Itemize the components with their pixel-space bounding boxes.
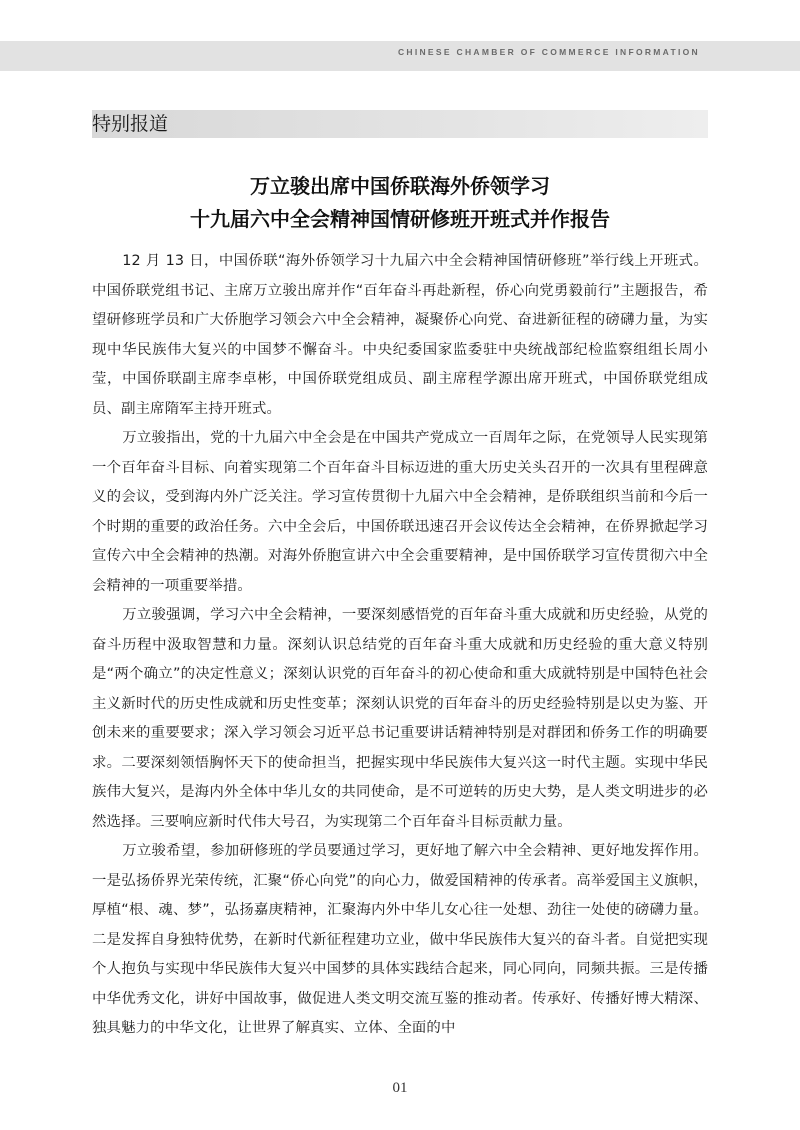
section-label: 特别报道: [92, 113, 169, 135]
article-title-line-2: 十九届六中全会精神国情研修班开班式并作报告: [190, 207, 610, 231]
section-header-bar: [92, 110, 708, 138]
article-body: [92, 247, 708, 1044]
article-title: [92, 170, 708, 236]
paragraph: 12 月 13 日，中国侨联“海外侨领学习十九届六中全会精神国情研修班”举行线上开班式。中国侨联党组书记、主席万立骏出席并作“百年奋斗再赴新程，侨心向党勇毅前行”主题报告，希望研修班学员和广大侨胞学习领会六中全会精神，凝聚侨心向党、奋进新征程的磅礴力量，为实现中华民族伟大复兴的中国梦不懈奋斗。中央纪委国家监委驻中央统战部纪检监察组组长周小莹，中国侨联副主席李卓彬，中国侨联党组成员、副主席程学源出席开班式，中国侨联党组成员、副主席隋军主持开班式。: [92, 253, 708, 417]
page-number: 01: [392, 1080, 408, 1096]
article-title-line-1: 万立骏出席中国侨联海外侨领学习: [250, 174, 550, 198]
paragraph: 万立骏希望，参加研修班的学员要通过学习，更好地了解六中全会精神、更好地发挥作用。一是弘扬侨界光荣传统，汇聚“侨心向党”的向心力，做爱国精神的传承者。高举爱国主义旗帜，厚植“根、魂、梦”，弘扬嘉庚精神，汇聚海内外中华儿女心往一处想、劲往一处使的磅礴力量。二是发挥自身独特优势，在新时代新征程建功立业，做中华民族伟大复兴的奋斗者。自觉把实现个人抱负与实现中华民族伟大复兴中国梦的具体实践结合起来，同心同向，同频共振。三是传播中华优秀文化，讲好中国故事，做促进人类文明交流互鉴的推动者。传承好、传播好博大精深、独具魅力的中华文化，让世界了解真实、立体、全面的中: [92, 843, 708, 1036]
masthead-title: CHINESE CHAMBER OF COMMERCE INFORMATION: [397, 47, 700, 57]
paragraph: 万立骏指出，党的十九届六中全会是在中国共产党成立一百周年之际，在党领导人民实现第一个百年奋斗目标、向着实现第二个百年奋斗目标迈进的重大历史关头召开的一次具有里程碑意义的会议，受到海内外广泛关注。学习宣传贯彻十九届六中全会精神，是侨联组织当前和今后一个时期的重要的政治任务。六中全会后，中国侨联迅速召开会议传达全会精神，在侨界掀起学习宣传六中全会精神的热潮。对海外侨胞宣讲六中全会重要精神，是中国侨联学习宣传贯彻六中全会精神的一项重要举措。: [92, 430, 708, 594]
paragraph: 万立骏强调，学习六中全会精神，一要深刻感悟党的百年奋斗重大成就和历史经验，从党的奋斗历程中汲取智慧和力量。深刻认识总结党的百年奋斗重大成就和历史经验的重大意义特别是“两个确立”的决定性意义；深刻认识党的百年奋斗的初心使命和重大成就特别是中国特色社会主义新时代的历史性成就和历史性变革；深刻认识党的百年奋斗的历史经验特别是以史为鉴、开创未来的重要要求；深入学习领会习近平总书记重要讲话精神特别是对群团和侨务工作的明确要求。二要深刻领悟胸怀天下的使命担当，把握实现中华民族伟大复兴这一时代主题。实现中华民族伟大复兴，是海内外全体中华儿女的共同使命，是不可逆转的历史大势，是人类文明进步的必然选择。三要响应新时代伟大号召，为实现第二个百年奋斗目标贡献力量。: [92, 607, 708, 830]
